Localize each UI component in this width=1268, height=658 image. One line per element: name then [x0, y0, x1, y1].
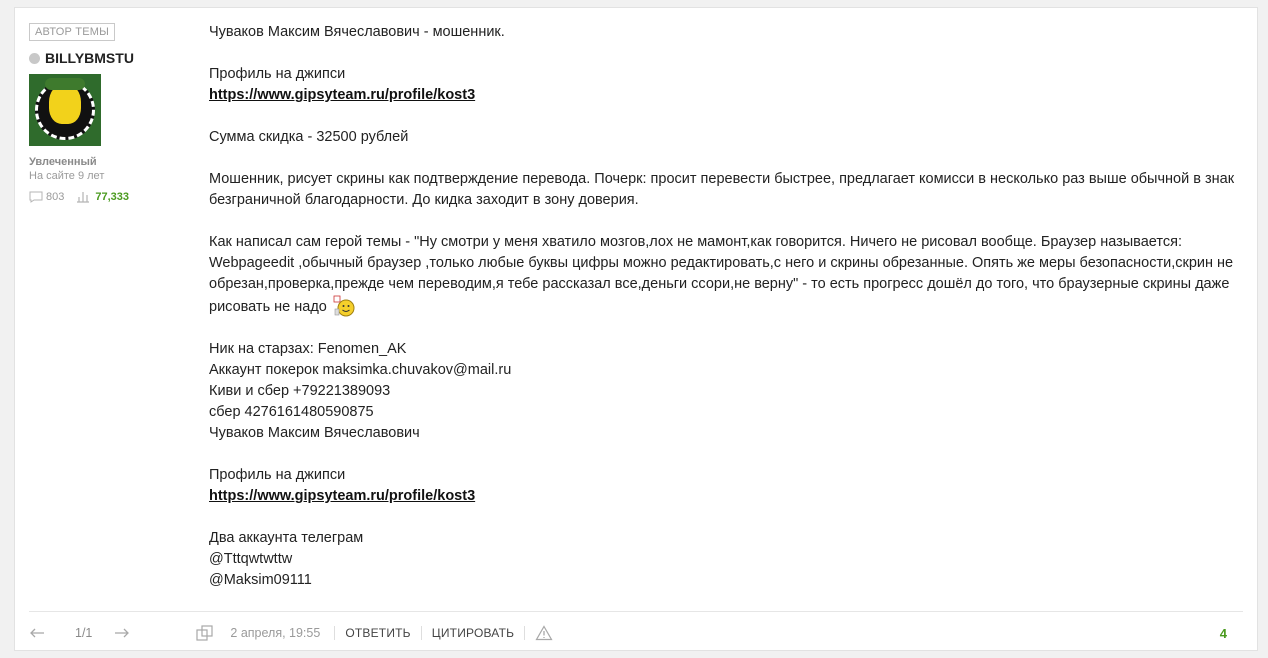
nick-text: Ник на старзах: Fenomen_AK — [209, 341, 407, 357]
fullname-text: Чуваков Максим Вячеславович — [209, 425, 420, 441]
reply-button[interactable]: ОТВЕТИТЬ — [345, 626, 411, 640]
offline-status-icon — [29, 53, 40, 64]
reputation-icon — [76, 191, 90, 203]
comment-icon — [29, 191, 43, 203]
author-name[interactable]: BILLYBMSTU — [45, 50, 134, 66]
footer-divider — [29, 611, 1243, 612]
avatar-character — [49, 84, 81, 124]
copy-link-icon[interactable] — [196, 625, 214, 641]
author-name-row[interactable] — [29, 50, 199, 66]
arrow-left-icon[interactable] — [29, 627, 45, 639]
telegram-account-2: @Maksim09111 — [209, 572, 312, 588]
fraud-description: Мошенник, рисует скрины как подтверждение перевода. Почерк: просит перевести быстрее, предлагает комисси в несколько раз выше обычной в знак безграничной благодарности. До кидка заходит в зону доверия. — [209, 171, 1235, 208]
telegram-label: Два аккаунта телеграм — [209, 530, 364, 546]
author-panel — [29, 22, 199, 203]
qiwi-text: Киви и сбер +79221389093 — [209, 383, 391, 399]
account-text: Аккаунт покерок maksimka.chuvakov@mail.ru — [209, 362, 512, 378]
smiley-icon — [333, 295, 355, 317]
like-count[interactable]: 4 — [1219, 625, 1227, 641]
quote-text: Как написал сам герой темы - "Ну смотри у меня хватило мозгов,лох не мамонт,как говорится. Ничего не рисовал вообще. Браузер называется: Webpageedit ,обычный браузер ,только любые буквы цифры можно редактировать,с него и скрины обрезанные. Опять же меры безопасности,скрин не обрезан,проверка,прежде чем переводим,я тебе рассказал все,деньги ссори,не верну" - то есть прогресс дошёл до того, что браузерные скрины даже рисовать не надо — [209, 234, 1234, 315]
avatar-hat — [45, 78, 85, 90]
avatar[interactable] — [29, 74, 101, 146]
profile-link-2[interactable]: https://www.gipsyteam.ru/profile/kost3 — [209, 488, 476, 504]
post-card — [14, 7, 1258, 651]
post-headline: Чуваков Максим Вячеславович - мошенник. — [209, 24, 505, 40]
post-date[interactable]: 2 апреля, 19:55 — [230, 626, 321, 640]
member-since: На сайте 9 лет — [29, 170, 105, 182]
reputation-count: 77,333 — [95, 191, 130, 203]
topic-author-badge: АВТОР ТЕМЫ — [29, 23, 115, 41]
pager: 1/1 — [75, 626, 93, 640]
profile-label-2: Профиль на джипси — [209, 467, 346, 483]
telegram-account-1: @Tttqwtwttw — [209, 551, 293, 567]
post-body — [209, 22, 1249, 591]
report-warning-icon[interactable] — [535, 625, 553, 641]
discount-text: Сумма скидка - 32500 рублей — [209, 129, 409, 145]
post-footer — [29, 622, 1243, 644]
sber-text: сбер 4276161480590875 — [209, 404, 374, 420]
profile-label: Профиль на джипси — [209, 66, 346, 82]
user-rank: Увлеченный — [29, 156, 97, 168]
profile-link[interactable]: https://www.gipsyteam.ru/profile/kost3 — [209, 87, 476, 103]
post-count: 803 — [46, 191, 65, 203]
arrow-right-icon[interactable] — [114, 627, 130, 639]
quote-button[interactable]: ЦИТИРОВАТЬ — [431, 626, 515, 640]
author-stats — [29, 191, 199, 203]
